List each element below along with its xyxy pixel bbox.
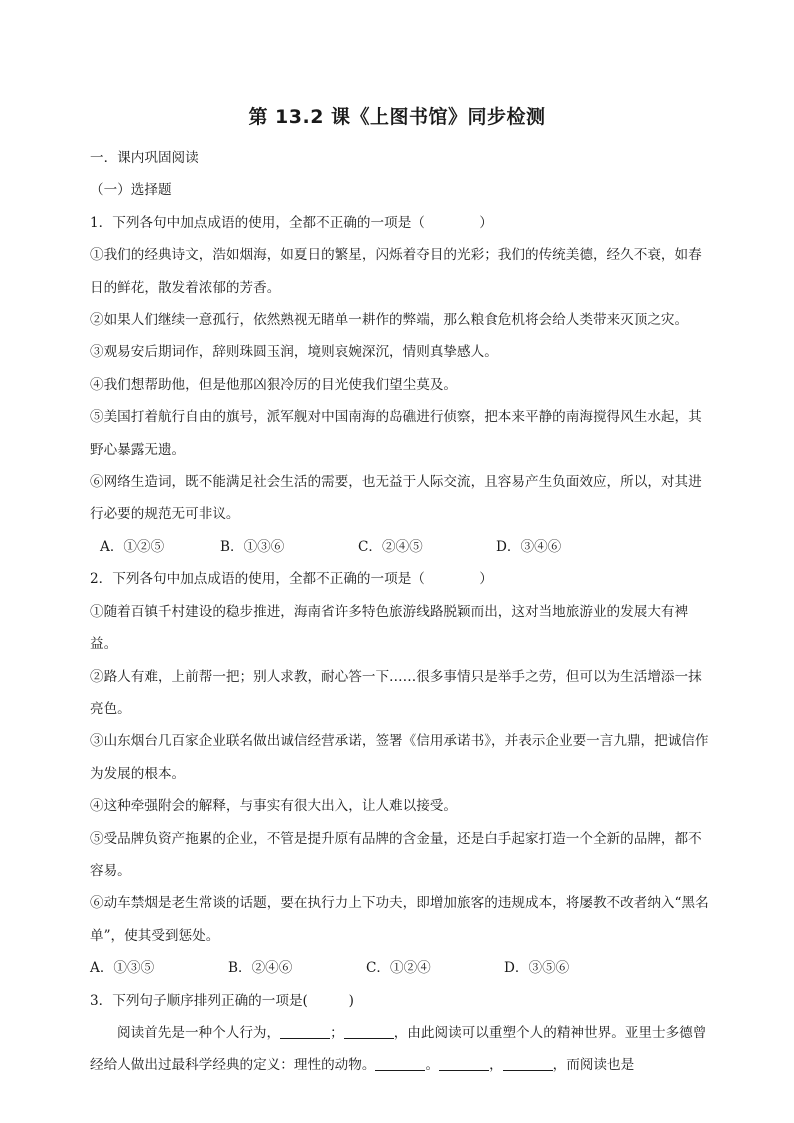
passage-text: ，由此阅读可以重塑个人的精神世界。亚里士多德曾经给人做出过最科学经典的定义：理性的动物。 [90, 1024, 707, 1074]
fill-blank [439, 1056, 489, 1071]
question-1-sentence-6: ⑥网络生造词，既不能满足社会生活的需要，也无益于人际交流，且容易产生负面效应，所以，对其进行必要的规范无可非议。 [90, 474, 702, 523]
question-1-sentence-5: ⑤美国打着航行自由的旗号，派军舰对中国南海的岛礁进行侦察，把本来平静的南海搅得风生水起，其野心暴露无遗。 [90, 409, 702, 458]
question-1-sentence-4: ④我们想帮助他，但是他那凶狠冷厉的目光使我们望尘莫及。 [90, 376, 458, 393]
question-3-passage [90, 1017, 714, 1082]
fill-blank [375, 1056, 425, 1071]
passage-text: 。 [425, 1057, 440, 1074]
question-2-sentence-3: ③山东烟台几百家企业联名做出诚信经营承诺，签署《信用承诺书》，并表示企业要一言九鼎，把诚信作为发展的根本。 [90, 733, 709, 782]
document-body [90, 142, 714, 1082]
question-1-options [90, 531, 714, 563]
question-2-sentence-4: ④这种牵强附会的解释，与事实有很大出入，让人难以接受。 [90, 798, 458, 815]
passage-text: ，而阅读也是 [552, 1057, 635, 1074]
fill-blank [344, 1024, 394, 1039]
question-1-option-a: A．①②⑤ [100, 538, 165, 555]
question-1-sentence-3: ③观易安后期词作，辞则珠圆玉润，境则哀婉深沉，情则真挚感人。 [90, 344, 498, 361]
passage-text: ， [489, 1057, 503, 1074]
subsection-heading: （一）选择题 [90, 182, 172, 199]
question-2-sentence-6: ⑥动车禁烟是老生常谈的话题，要在执行力上下功夫，即增加旅客的违规成本，将屡教不改者纳入“黑名单”，使其受到惩处。 [90, 895, 709, 944]
question-2-option-c: C．①②④ [366, 960, 431, 977]
question-1-option-c: C．②④⑤ [358, 538, 423, 555]
page-title: 第 13.2 课《上图书馆》同步检测 [248, 106, 546, 128]
fill-blank [280, 1024, 330, 1039]
question-2-option-d: D．③⑤⑥ [504, 960, 570, 977]
question-1-sentence-2: ②如果人们继续一意孤行，依然熟视无睹单一耕作的弊端，那么粮食危机将会给人类带来灭顶之灾。 [90, 312, 689, 329]
section-heading: 一．课内巩固阅读 [90, 150, 199, 166]
passage-text: 阅读首先是一种个人行为， [117, 1024, 281, 1041]
question-2-stem: 2．下列各句中加点成语的使用，全都不正确的一项是（ ） [90, 571, 493, 588]
question-3-stem: 3．下列句子顺序排列正确的一项是( ) [90, 992, 354, 1009]
question-2-sentence-5: ⑤受品牌负资产拖累的企业，不管是提升原有品牌的含金量，还是白手起家打造一个全新的品牌，都不容易。 [90, 830, 702, 879]
question-1-option-d: D．③④⑥ [496, 538, 562, 555]
question-2-sentence-2: ②路人有难，上前帮一把；别人求教，耐心答一下……很多事情只是举手之劳，但可以为生活增添一抹亮色。 [90, 668, 702, 717]
question-2-option-a: A．①③⑤ [90, 960, 155, 977]
passage-text: ； [330, 1024, 344, 1041]
question-2-options [90, 952, 714, 984]
question-2-sentence-1: ①随着百镇千村建设的稳步推进，海南省许多特色旅游线路脱颖而出，这对当地旅游业的发展大有裨益。 [90, 603, 689, 653]
question-1-stem: 1．下列各句中加点成语的使用，全都不正确的一项是（ ） [90, 214, 493, 231]
fill-blank [503, 1056, 553, 1071]
question-2-option-b: B．②④⑥ [228, 960, 293, 977]
question-1-sentence-1: ①我们的经典诗文，浩如烟海，如夏日的繁星，闪烁着夺目的光彩；我们的传统美德，经久不衰，如春日的鲜花，散发着浓郁的芳香。 [90, 247, 702, 296]
question-1-option-b: B．①③⑥ [220, 538, 285, 555]
